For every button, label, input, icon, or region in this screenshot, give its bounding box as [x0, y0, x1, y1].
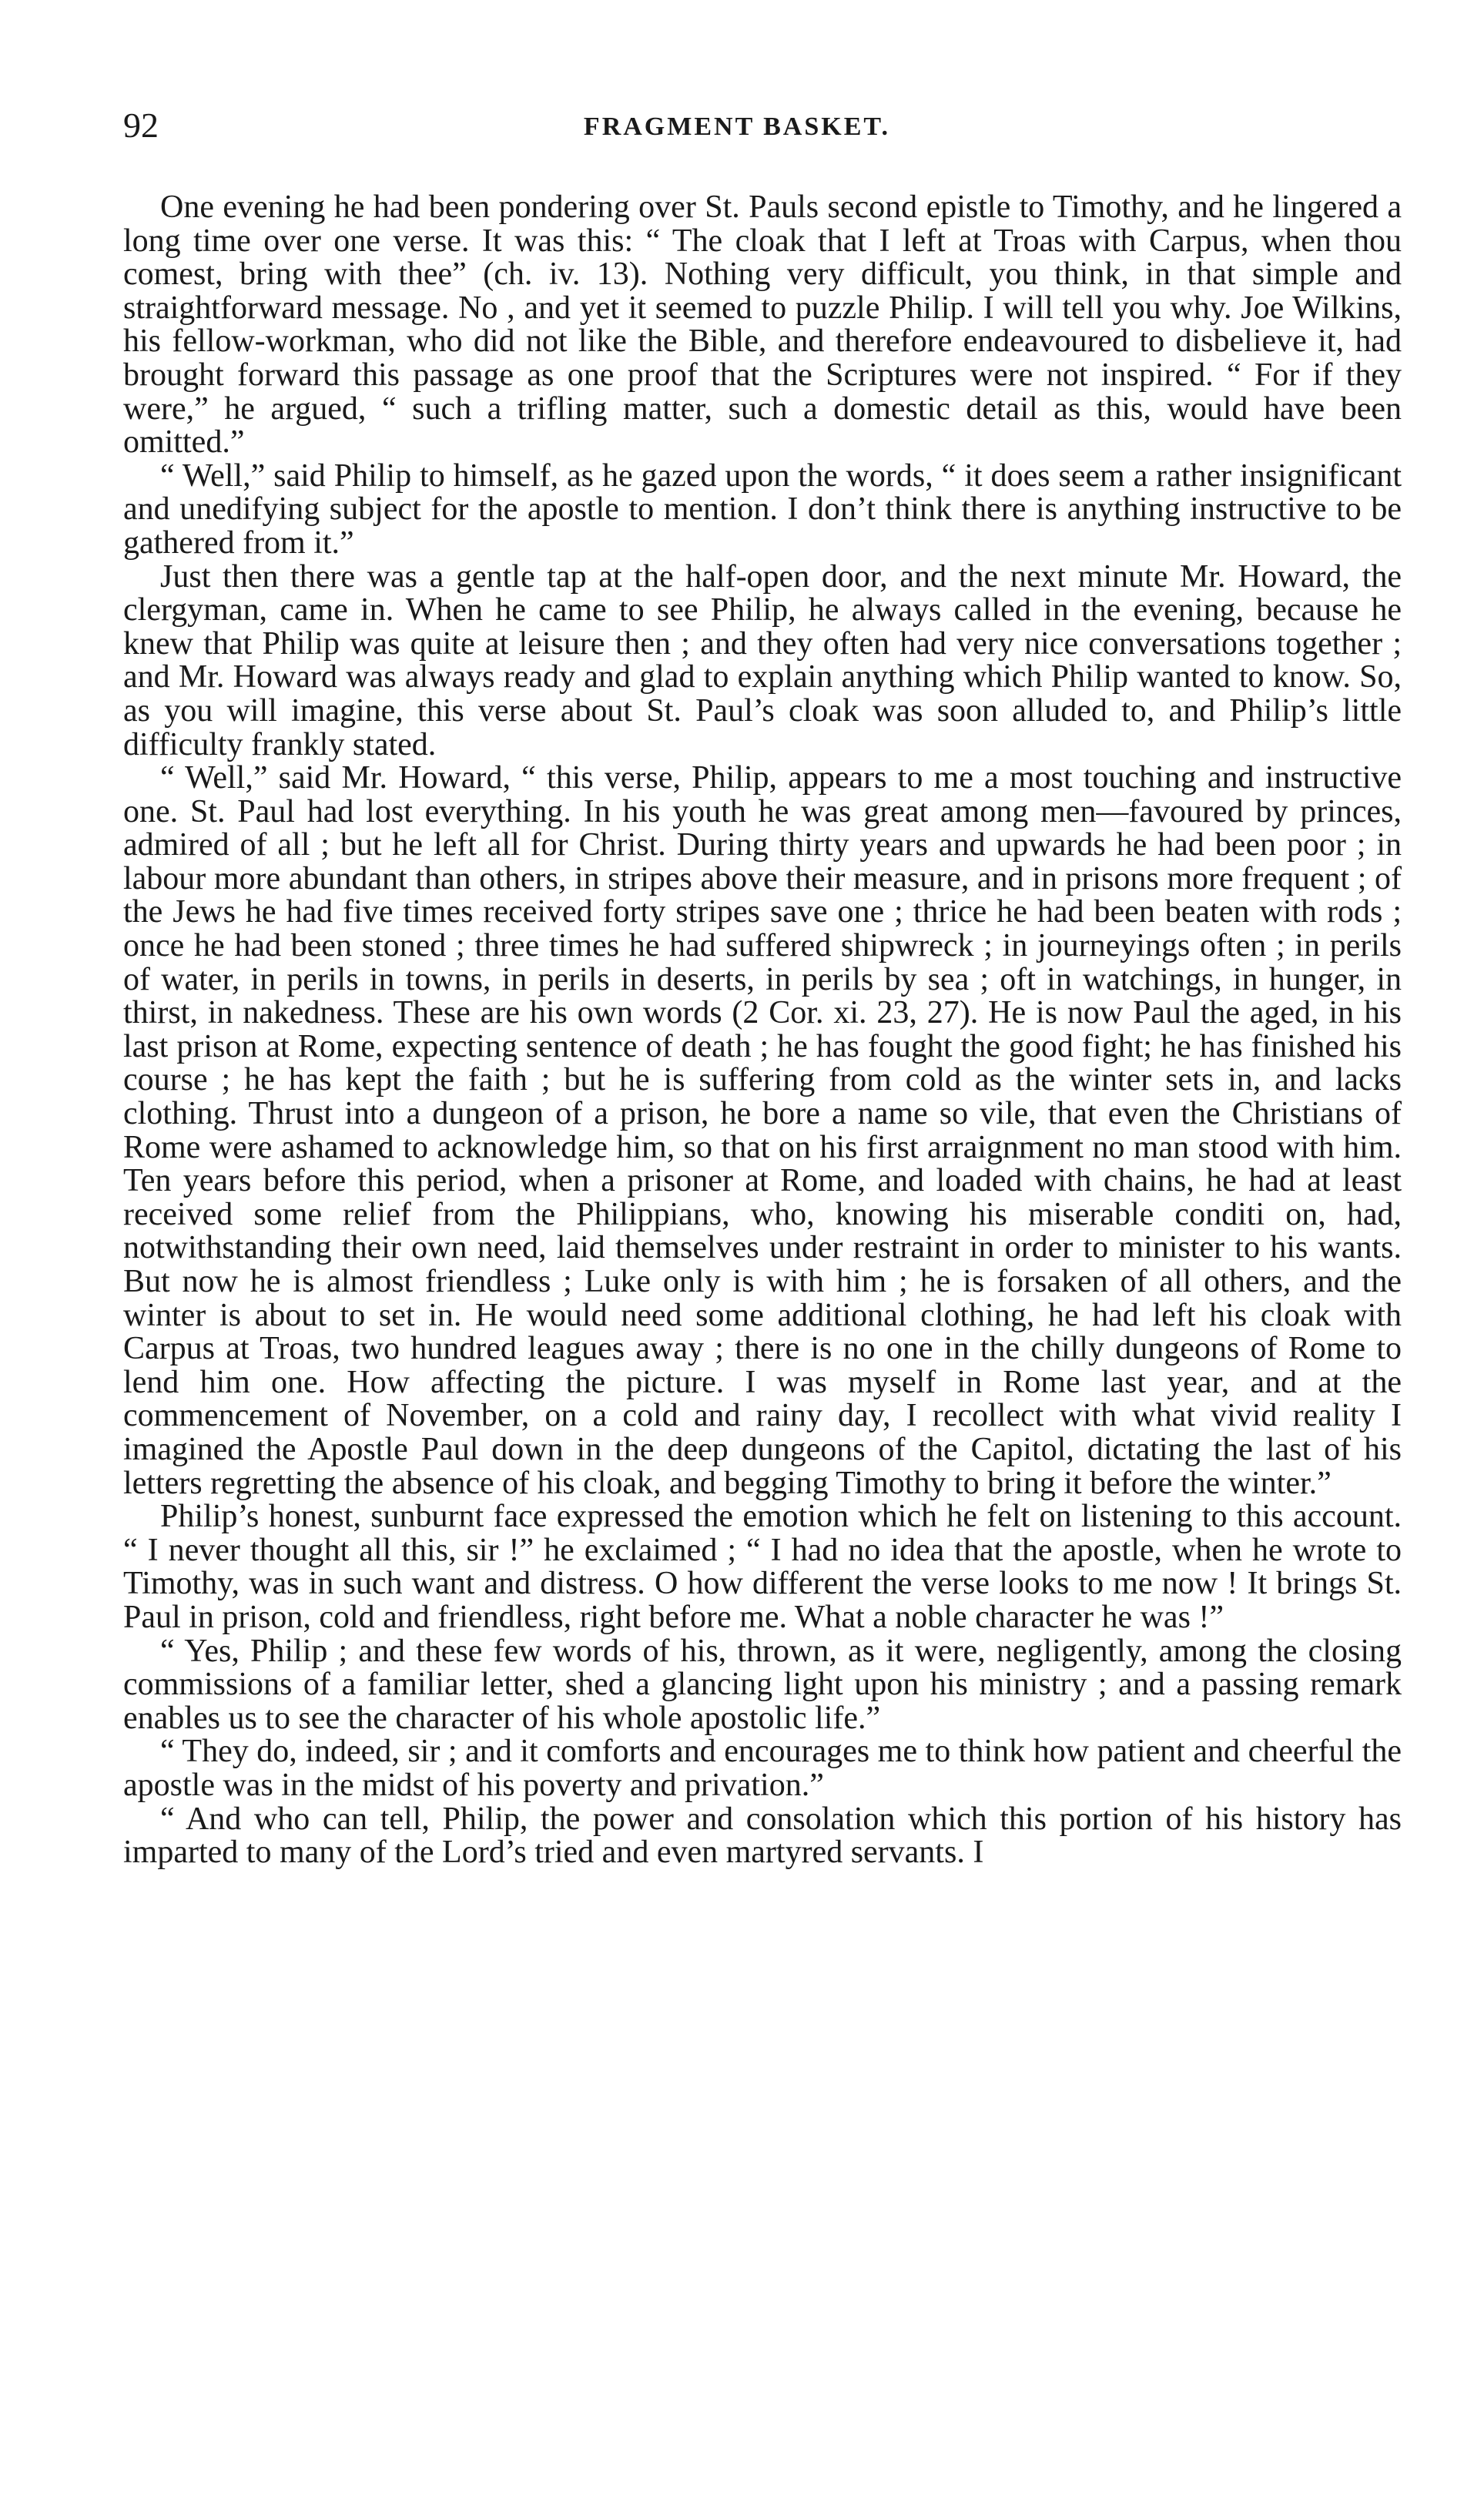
- paragraph: “ Yes, Philip ; and these few words of his, thrown, as it were, negligently, among the closing commissions of a familiar letter, shed a glancing light upon his ministry ; and a passing remark enables us to see the character of his whole apostolic life.”: [123, 1633, 1402, 1736]
- paragraph: “ They do, indeed, sir ; and it comforts and encourages me to think how patient and cheerful the apostle was in the midst of his poverty and privation.”: [123, 1734, 1402, 1803]
- paragraph: Philip’s honest, sunburnt face expressed the emotion which he felt on listening to this account. “ I never thought all this, sir !” he exclaimed ; “ I had no idea that the apostle, when he wrote to Timothy, was in such want and distress. O how different the verse looks to me now ! It brings St. Paul in prison, cold and friendless, right before me. What a noble character he was !”: [123, 1499, 1402, 1635]
- paragraph: Just then there was a gentle tap at the half-open door, and the next minute Mr. Howard, the clergyman, came in. When he came to see Philip, he always called in the evening, because he knew that Philip was quite at leisure then ; and they often had very nice conversations together ; and Mr. Howard was always ready and glad to explain anything which Philip wanted to know. So, as you will imagine, this verse about St. Paul’s cloak was soon alluded to, and Philip’s little difficulty frankly stated.: [123, 558, 1402, 762]
- page-number: 92: [123, 106, 159, 145]
- running-head: FRAGMENT BASKET.: [583, 112, 891, 141]
- paragraph: “ Well,” said Mr. Howard, “ this verse, Philip, appears to me a most touching and instructive one. St. Paul had lost everything. In his youth he was great among men—favoured by princes, admired of all ; but he left all for Christ. During thirty years and upwards he had been poor ; in labour more abundant than others, in stripes above their measure, and in prisons more frequent ; of the Jews he had five times received forty stripes save one ; thrice he had been beaten with rods ; once he had been stoned ; three times he had suffered shipwreck ; in journeyings often ; in perils of water, in perils in towns, in perils in deserts, in perils by sea ; oft in watchings, in hunger, in thirst, in nakedness. These are his own words (2 Cor. xi. 23, 27). He is now Paul the aged, in his last prison at Rome, expecting sentence of death ; he has fought the good fight; he has finished his course ; he has kept the faith ; but he is suffering from cold as the winter sets in, and lacks clothing. Thrust into a dungeon of a prison, he bore a name so vile, that even the Christians of Rome were ashamed to acknowledge him, so that on his first arraignment no man stood with him. Ten years before this period, when a prisoner at Rome, and loaded with chains, he had at least received some relief from the Philippians, who, knowing his miserable conditi on, had, notwithstanding their own need, laid themselves under restraint in order to minister to his wants. But now he is almost friendless ; Luke only is with him ; he is forsaken of all others, and the winter is about to set in. He would need some additional clothing, he had left his cloak with Carpus at Troas, two hundred leagues away ; there is no one in the chilly dungeons of Rome to lend him one. How affecting the picture. I was myself in Rome last year, and at the commencement of November, on a cold and rainy day, I recollect with what vivid reality I imagined the Apostle Paul down in the deep dungeons of the Capitol, dictating the last of his letters regretting the absence of his cloak, and begging Timothy to bring it before the winter.”: [123, 760, 1402, 1501]
- paragraph: “ Well,” said Philip to himself, as he gazed upon the words, “ it does seem a rather insignificant and unedifying subject for the apostle to mention. I don’t think there is anything instructive to be gathered from it.”: [123, 457, 1402, 561]
- paragraph: “ And who can tell, Philip, the power and consolation which this portion of his history has imparted to many of the Lord’s tried and even martyred servants. I: [123, 1801, 1402, 1871]
- paragraph: One evening he had been pondering over St. Pauls second epistle to Timothy, and he lingered a long time over one verse. It was this: “ The cloak that I left at Troas with Carpus, when thou comest, bring with thee” (ch. iv. 13). Nothing very difficult, you think, in that simple and straightforward message. No , and yet it seemed to puzzle Philip. I will tell you why. Joe Wilkins, his fellow-workman, who did not like the Bible, and therefore endeavoured to disbelieve it, had brought forward this passage as one proof that the Scriptures were not inspired. “ For if they were,” he argued, “ such a trifling matter, such a domestic detail as this, would have been omitted.”: [123, 189, 1402, 461]
- body-text: [123, 191, 1402, 1870]
